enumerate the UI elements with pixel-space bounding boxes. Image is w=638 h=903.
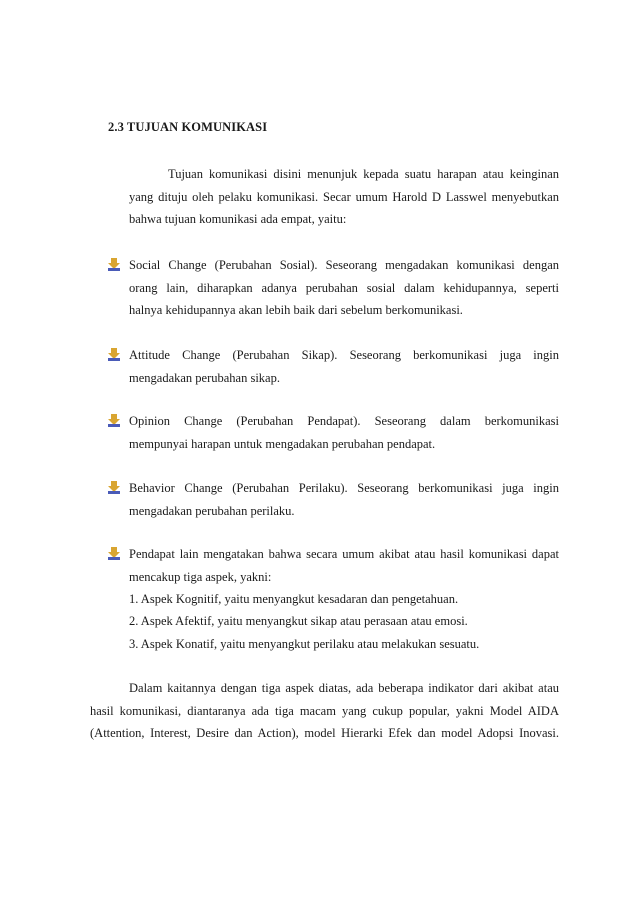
intro-line-3: bahwa tujuan komunikasi ada empat, yaitu: [129,212,347,226]
section-heading: 2.3 TUJUAN KOMUNIKASI [108,120,268,134]
item-1-line-2: orang lain, diharapkan adanya perubahan sosial dalam kehidupannya, seperti [129,281,559,295]
item-4-line-1: Behavior Change (Perubahan Perilaku). Seseorang berkomunikasi juga ingin [129,481,559,495]
bullet-arrow-icon [107,347,121,361]
intro-line-2: yang dituju oleh pelaku komunikasi. Secar umum Harold D Lasswel menyebutkan [129,190,559,204]
intro-line-1: Tujuan komunikasi disini menunjuk kepada suatu harapan atau keinginan [168,167,559,181]
aspect-item-1: 1. Aspek Kognitif, yaitu menyangkut kesadaran dan pengetahuan. [129,592,459,606]
closing-line-2: hasil komunikasi, diantaranya ada tiga macam yang cukup popular, yakni Model AIDA [90,704,559,718]
item-2-line-2: mengadakan perubahan sikap. [129,371,280,385]
item-2-line-1: Attitude Change (Perubahan Sikap). Seseorang berkomunikasi juga ingin [129,348,559,362]
closing-line-1: Dalam kaitannya dengan tiga aspek diatas, ada beberapa indikator dari akibat atau [129,681,559,695]
item-3-line-2: mempunyai harapan untuk mengadakan perubahan pendapat. [129,437,436,451]
bullet-arrow-icon [107,480,121,494]
bullet-arrow-icon [107,257,121,271]
item-5-line-1: Pendapat lain mengatakan bahwa secara umum akibat atau hasil komunikasi dapat [129,547,559,561]
aspect-item-3: 3. Aspek Konatif, yaitu menyangkut perilaku atau melakukan sesuatu. [129,637,480,651]
item-1-line-1: Social Change (Perubahan Sosial). Seseorang mengadakan komunikasi dengan [129,258,559,272]
aspect-item-2: 2. Aspek Afektif, yaitu menyangkut sikap atau perasaan atau emosi. [129,614,468,628]
bullet-arrow-icon [107,546,121,560]
item-1-line-3: halnya kehidupannya akan lebih baik dari sebelum berkomunikasi. [129,303,463,317]
item-5-line-2: mencakup tiga aspek, yakni: [129,570,272,584]
item-4-line-2: mengadakan perubahan perilaku. [129,504,295,518]
bullet-arrow-icon [107,413,121,427]
closing-line-3: (Attention, Interest, Desire dan Action), model Hierarki Efek dan model Adopsi Inovasi. [90,726,559,740]
item-3-line-1: Opinion Change (Perubahan Pendapat). Seseorang dalam berkomunikasi [129,414,559,428]
